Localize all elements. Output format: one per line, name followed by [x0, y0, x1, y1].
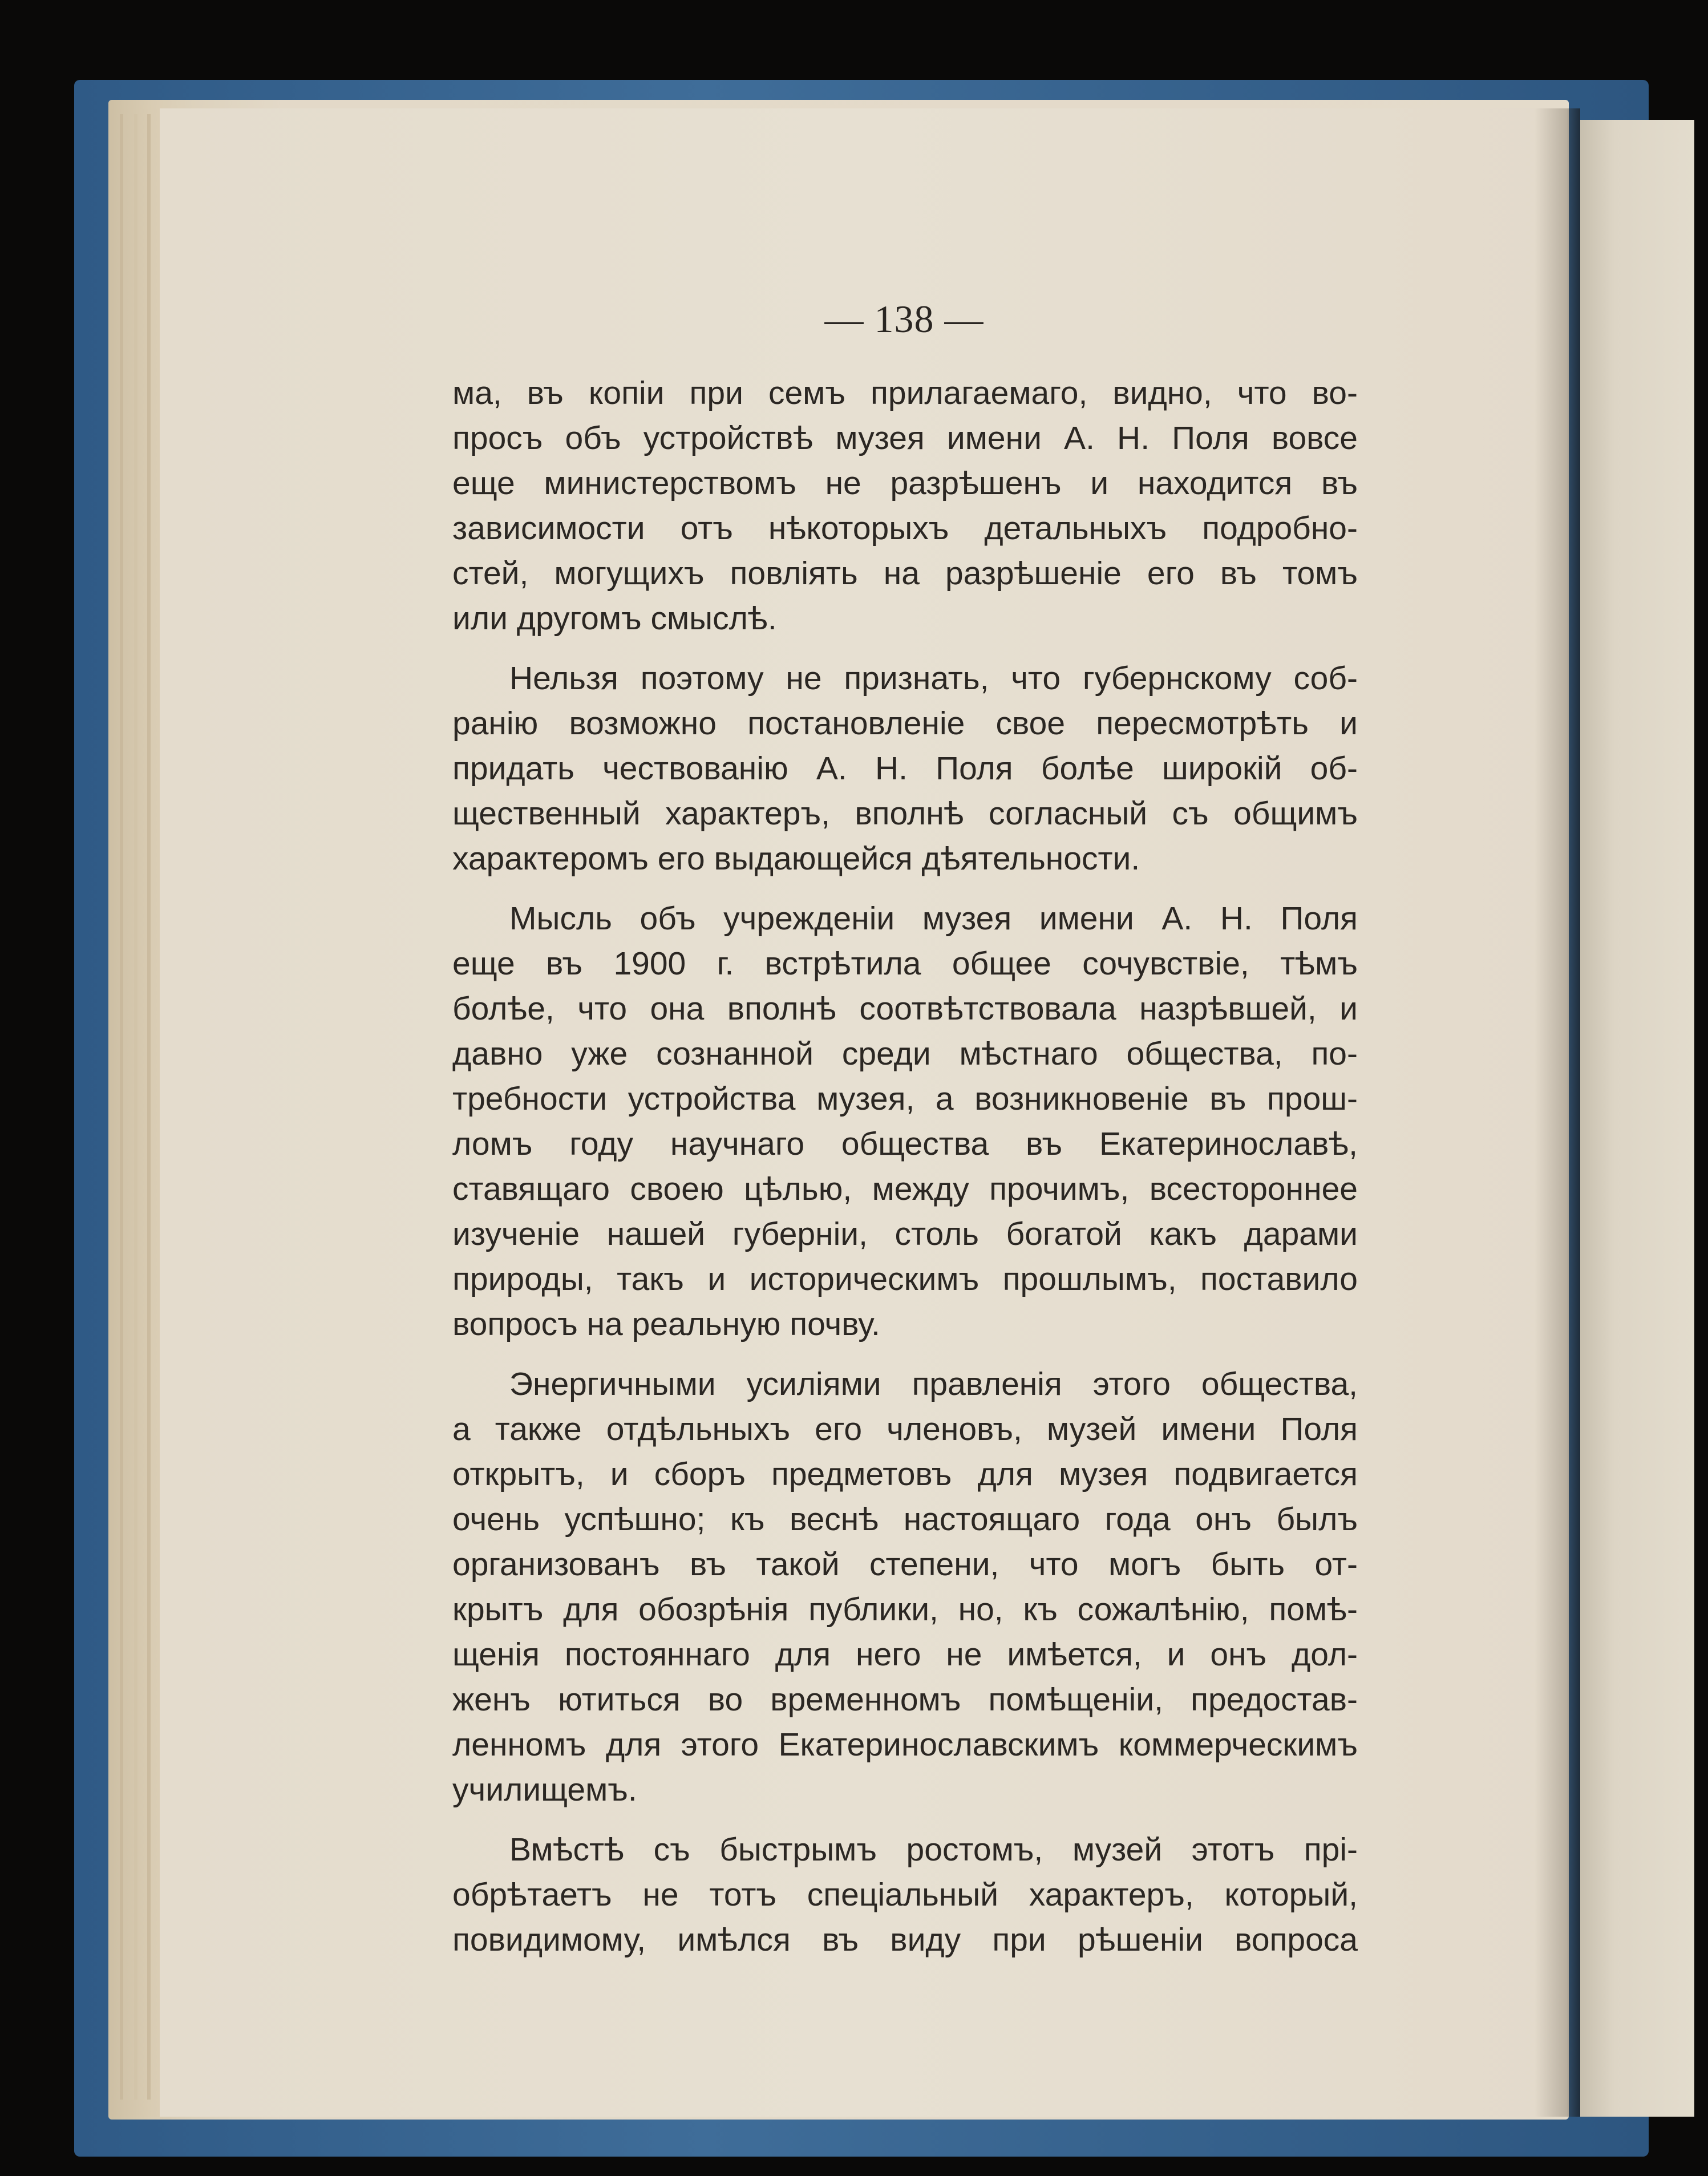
text-line: ма, въ копіи при семъ прилагаемаго, видно, что во-: [452, 375, 1358, 411]
text-line: просъ объ устройствѣ музея имени А. Н. Поля вовсе: [452, 420, 1358, 456]
facing-page-edge: [1580, 120, 1694, 2117]
text-line: женъ ютиться во временномъ помѣщеніи, предостав-: [452, 1681, 1358, 1718]
text-line: организованъ въ такой степени, что могъ быть от-: [452, 1546, 1358, 1583]
text-line: Энергичными усиліями правленія этого общества,: [509, 1366, 1358, 1402]
text-line: крытъ для обозрѣнія публики, но, къ сожалѣнію, помѣ-: [452, 1591, 1358, 1628]
book-gutter: [1535, 108, 1580, 2117]
text-line: вопросъ на реальную почву.: [452, 1306, 880, 1342]
text-line: открытъ, и сборъ предметовъ для музея подвигается: [452, 1456, 1358, 1493]
text-line: или другомъ смыслѣ.: [452, 600, 777, 637]
paragraph-gap: [452, 641, 1358, 656]
paragraph-gap: [452, 1813, 1358, 1827]
text-line: Нельзя поэтому не признать, что губернскому соб-: [509, 660, 1358, 697]
text-line: стей, могущихъ повліять на разрѣшеніе его въ томъ: [452, 555, 1358, 592]
text-line: повидимому, имѣлся въ виду при рѣшеніи вопроса: [452, 1922, 1358, 1958]
text-line: требности устройства музея, а возникновеніе въ прош-: [452, 1081, 1358, 1117]
page-stack-edge: [147, 114, 151, 2100]
page-stack-edge: [120, 114, 123, 2100]
text-line: Мысль объ учрежденіи музея имени А. Н. Поля: [509, 900, 1358, 937]
text-line: природы, такъ и историческимъ прошлымъ, поставило: [452, 1261, 1358, 1297]
text-line: болѣе, что она вполнѣ соотвѣтствовала назрѣвшей, и: [452, 990, 1358, 1027]
text-line: еще въ 1900 г. встрѣтила общее сочувствіе, тѣмъ: [452, 945, 1358, 982]
text-line: ломъ году научнаго общества въ Екатеринославѣ,: [452, 1126, 1358, 1162]
paragraph-gap: [452, 881, 1358, 896]
text-line: ставящаго своею цѣлью, между прочимъ, всестороннее: [452, 1171, 1358, 1207]
text-line: ранію возможно постановленіе свое пересмотрѣть и: [452, 705, 1358, 742]
text-line: ленномъ для этого Екатеринославскимъ коммерческимъ: [452, 1726, 1358, 1763]
text-line: придать чествованію А. Н. Поля болѣе широкій об-: [452, 750, 1358, 787]
text-line: изученіе нашей губерніи, столь богатой какъ дарами: [452, 1216, 1358, 1252]
text-line: еще министерствомъ не разрѣшенъ и находится въ: [452, 465, 1358, 501]
text-line: а также отдѣльныхъ его членовъ, музей имени Поля: [452, 1411, 1358, 1447]
page-number: — 138 —: [824, 297, 984, 341]
text-line: очень успѣшно; къ веснѣ настоящаго года онъ былъ: [452, 1501, 1358, 1538]
text-line: Вмѣстѣ съ быстрымъ ростомъ, музей этотъ прі-: [509, 1831, 1358, 1868]
text-line: щественный характеръ, вполнѣ согласный съ общимъ: [452, 795, 1358, 832]
text-line: зависимости отъ нѣкоторыхъ детальныхъ подробно-: [452, 510, 1358, 547]
text-line: щенія постояннаго для него не имѣется, и онъ дол-: [452, 1636, 1358, 1673]
text-line: характеромъ его выдающейся дѣятельности.: [452, 840, 1140, 877]
page-stack-edge: [134, 114, 137, 2100]
text-line: давно уже сознанной среди мѣстнаго общества, по-: [452, 1036, 1358, 1072]
paragraph-gap: [452, 1347, 1358, 1362]
text-line: училищемъ.: [452, 1771, 637, 1808]
text-line: обрѣтаетъ не тотъ спеціальный характеръ, который,: [452, 1876, 1358, 1913]
page-body-text: [452, 371, 1358, 1963]
